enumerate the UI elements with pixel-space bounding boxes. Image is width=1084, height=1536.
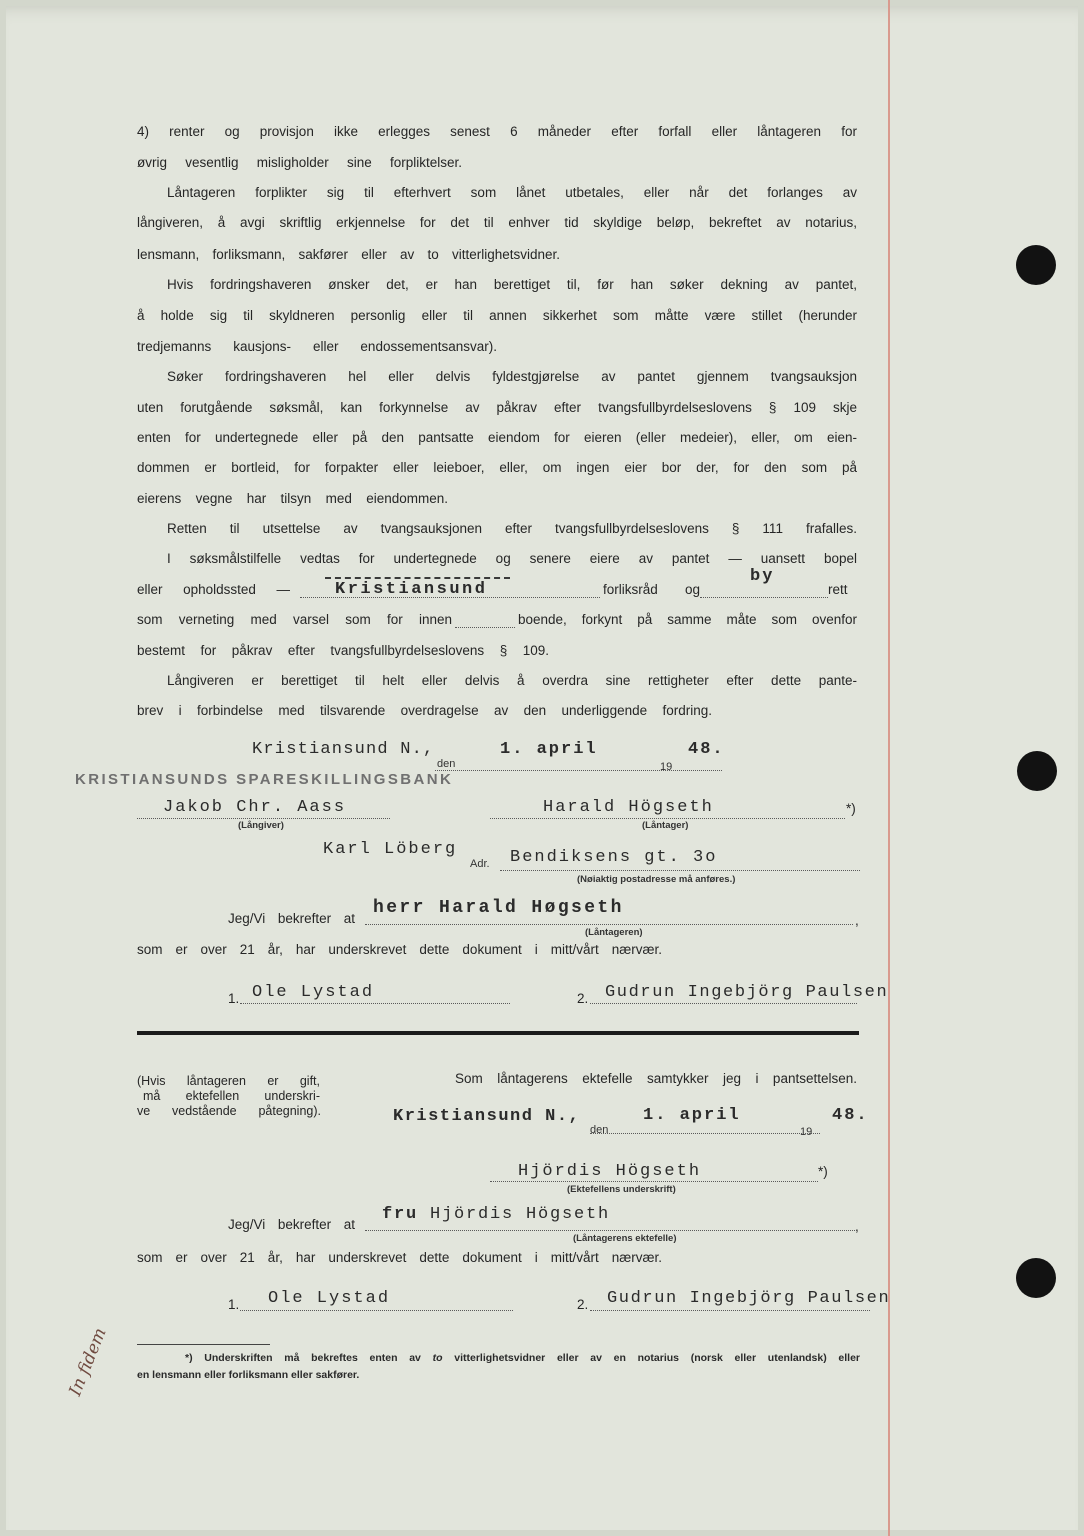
witness2-line: [590, 1003, 857, 1004]
spouse-witness-statement: som er over 21 år, har underskrevet dette dokument i mitt/vårt nærvær.: [137, 1250, 662, 1265]
clause-line: tredjemanns kausjons- eller endossementsansvar).: [137, 339, 497, 354]
spouse-witness2-number: 2.: [577, 1297, 589, 1312]
spouse-confirm-title: fru: [382, 1205, 419, 1224]
spouse-den-label: den: [590, 1124, 609, 1136]
residence-blank: [455, 627, 515, 628]
spouse-consent: Som låntagerens ektefelle samtykker jeg i pantsettelsen.: [455, 1071, 857, 1086]
court-place-underline: [300, 597, 600, 598]
clause-line: uten forutgående søksmål, kan forkynnelse av påkrav efter tvangsfullbyrdelseslovens § 109 skje: [137, 400, 857, 415]
clause-line: Hvis fordringshaveren ønsker det, er han berettiget til, før han søker dekning av pantet,: [167, 277, 857, 292]
clause-line: Retten til utsettelse av tvangsauksjonen efter tvangsfullbyrdelseslovens § 111 frafalles.: [167, 521, 857, 536]
spouse-confirm-label: (Låntagerens ektefelle): [573, 1233, 677, 1244]
footnote-text-1: Underskriften må bekreftes enten av: [204, 1352, 421, 1364]
spouse-witness1-number: 1.: [228, 1297, 240, 1312]
witness2-signature: Gudrun Ingebjörg Paulsen: [605, 983, 889, 1002]
spouse-note-line: må ektefellen underskri-: [143, 1089, 320, 1103]
spouse-confirm-name-field: [382, 1204, 610, 1226]
venue-prefix: eller opholdssted —: [137, 582, 290, 597]
binder-hole-middle: [1017, 751, 1057, 791]
section-divider: [137, 1031, 859, 1035]
spouse-confirm-name: Hjördis Högseth: [430, 1205, 611, 1224]
clause-line: 4) renter og provisjon ikke erlegges senest 6 måneder efter forfall eller låntageren for: [137, 124, 857, 139]
spouse-note-line: ve vedstående påtegning).: [137, 1104, 321, 1118]
spouse-date: 1. april: [643, 1106, 741, 1125]
court-type-field: by: [750, 567, 775, 586]
address-label: Adr.: [470, 858, 490, 870]
court-type-underline: [700, 597, 828, 598]
clause-line: Søker fordringshaveren hel eller delvis fyldestgjørelse av pantet gjennem tvangsauksjon: [167, 369, 857, 384]
court-place-field: Kristiansund: [335, 580, 488, 599]
venue2-suffix: boende, forkynt på samme måte som ovenfor: [518, 612, 857, 627]
footnote-text-2: vitterlighetsvidner eller av en notarius (norsk eller utenlandsk) eller: [454, 1352, 861, 1364]
footnote-line-1: [185, 1351, 860, 1365]
confirm-line: [365, 924, 853, 925]
footnote-rule: [137, 1344, 270, 1345]
clause-line: brev i forbindelse med tilsvarende overdragelse av den underliggende fordring.: [137, 703, 712, 718]
bank-stamp: KRISTIANSUNDS SPARESKILLINGSBANK: [75, 771, 454, 788]
spouse-signature-label: (Ektefellens underskrift): [567, 1184, 676, 1195]
clause-line: dommen er bortleid, for forpakter eller leieboer, eller, om ingen eier bor der, for den som på: [137, 460, 857, 475]
signing-place: Kristiansund N.,: [252, 740, 435, 759]
binder-hole-bottom: [1016, 1258, 1056, 1298]
spouse-year: 48.: [832, 1106, 869, 1125]
den-label: den: [437, 758, 456, 770]
lender-signature: Jakob Chr. Aass: [163, 798, 347, 817]
witness-statement: som er over 21 år, har underskrevet dette dokument i mitt/vårt nærvær.: [137, 942, 662, 957]
year-prefix: 19: [660, 761, 673, 773]
confirm-label: (Låntageren): [585, 927, 643, 938]
borrower-signature-line: [490, 818, 845, 819]
address-field: Bendiksens gt. 3o: [510, 848, 718, 867]
clause-line: å holde sig til skyldneren personlig eller til annen sikkerhet som måtte være stillet (herunder: [137, 308, 857, 323]
venue-mid: forliksråd og: [603, 582, 700, 597]
clause-line: Långiveren er berettiget til helt eller delvis å overdra sine rettigheter efter dette pante-: [167, 673, 857, 688]
borrower-label: (Låntager): [642, 820, 689, 831]
spouse-witness1-line: [240, 1310, 513, 1311]
spouse-witness2-line: [590, 1310, 870, 1311]
spouse-signature-line: [490, 1181, 818, 1182]
lender-label: (Långiver): [238, 820, 284, 831]
signing-year: 48.: [688, 740, 725, 759]
spouse-signature: Hjördis Högseth: [518, 1162, 702, 1181]
clause-line: enten for undertegnede eller på den pantsatte eiendom for eieren (eller medeier), eller, om eien-: [137, 430, 857, 445]
spouse-footnote-mark: *): [818, 1164, 828, 1179]
spouse-year-prefix: 19: [800, 1126, 813, 1138]
footnote-emphasis: to: [432, 1352, 443, 1364]
venue-suffix: rett: [828, 582, 848, 597]
venue2-prefix: som verneting med varsel som for innen: [137, 612, 452, 627]
clause-line: Låntageren forplikter sig til efterhvert som lånet utbetales, eller når det forlanges av: [167, 185, 857, 200]
spouse-witness1-signature: Ole Lystad: [268, 1289, 391, 1308]
spouse-confirm-comma: ,: [855, 1219, 859, 1234]
confirm-name-field: [373, 897, 624, 919]
spouse-note-line: (Hvis låntageren er gift,: [137, 1074, 320, 1088]
clause-line: eierens vegne har tilsyn med eiendommen.: [137, 491, 448, 506]
confirm-title: herr: [373, 898, 426, 918]
clause-line: I søksmålstilfelle vedtas for undertegnede og senere eiere av pantet — uansett bopel: [167, 551, 857, 566]
witness1-signature: Ole Lystad: [252, 983, 375, 1002]
confirm-name: Harald Høgseth: [439, 898, 624, 918]
signing-date: 1. april: [500, 740, 598, 759]
spouse-date-underline: [590, 1133, 820, 1134]
clause-line: långiveren, å avgi skriftlig erkjennelse for det til enhver tid skyldige beløp, bekreftet av notarius,: [137, 215, 857, 230]
second-signer: Karl Löberg: [323, 840, 458, 859]
spouse-confirm-prefix: Jeg/Vi bekrefter at: [228, 1217, 355, 1232]
witness1-number: 1.: [228, 991, 240, 1006]
spouse-witness2-signature: Gudrun Ingebjörg Paulsen: [607, 1289, 891, 1308]
clause-line: øvrig vesentlig misligholder sine forpliktelser.: [137, 155, 462, 170]
witness2-number: 2.: [577, 991, 589, 1006]
witness1-line: [240, 1003, 510, 1004]
address-line: [500, 870, 860, 871]
address-note: (Nøiaktig postadresse må anføres.): [577, 874, 736, 885]
clause-line: lensmann, forliksmann, sakfører eller av to vitterlighetsvidner.: [137, 247, 560, 262]
binder-hole-top: [1016, 245, 1056, 285]
footnote-mark: *): [185, 1352, 193, 1364]
borrower-signature: Harald Högseth: [543, 798, 714, 817]
handwritten-margin-note: In fidem: [65, 1325, 111, 1399]
lender-signature-line: [137, 818, 390, 819]
confirm-comma: ,: [855, 913, 859, 928]
confirm-prefix: Jeg/Vi bekrefter at: [228, 911, 355, 926]
spouse-confirm-line: [365, 1230, 855, 1231]
spouse-place: Kristiansund N.,: [393, 1107, 581, 1126]
clause-line: bestemt for påkrav efter tvangsfullbyrdelseslovens § 109.: [137, 643, 549, 658]
footnote-mark: *): [846, 801, 856, 816]
footnote-line-2: en lensmann eller forliksmann eller sakfører.: [137, 1369, 360, 1381]
date-underline: [435, 770, 722, 771]
